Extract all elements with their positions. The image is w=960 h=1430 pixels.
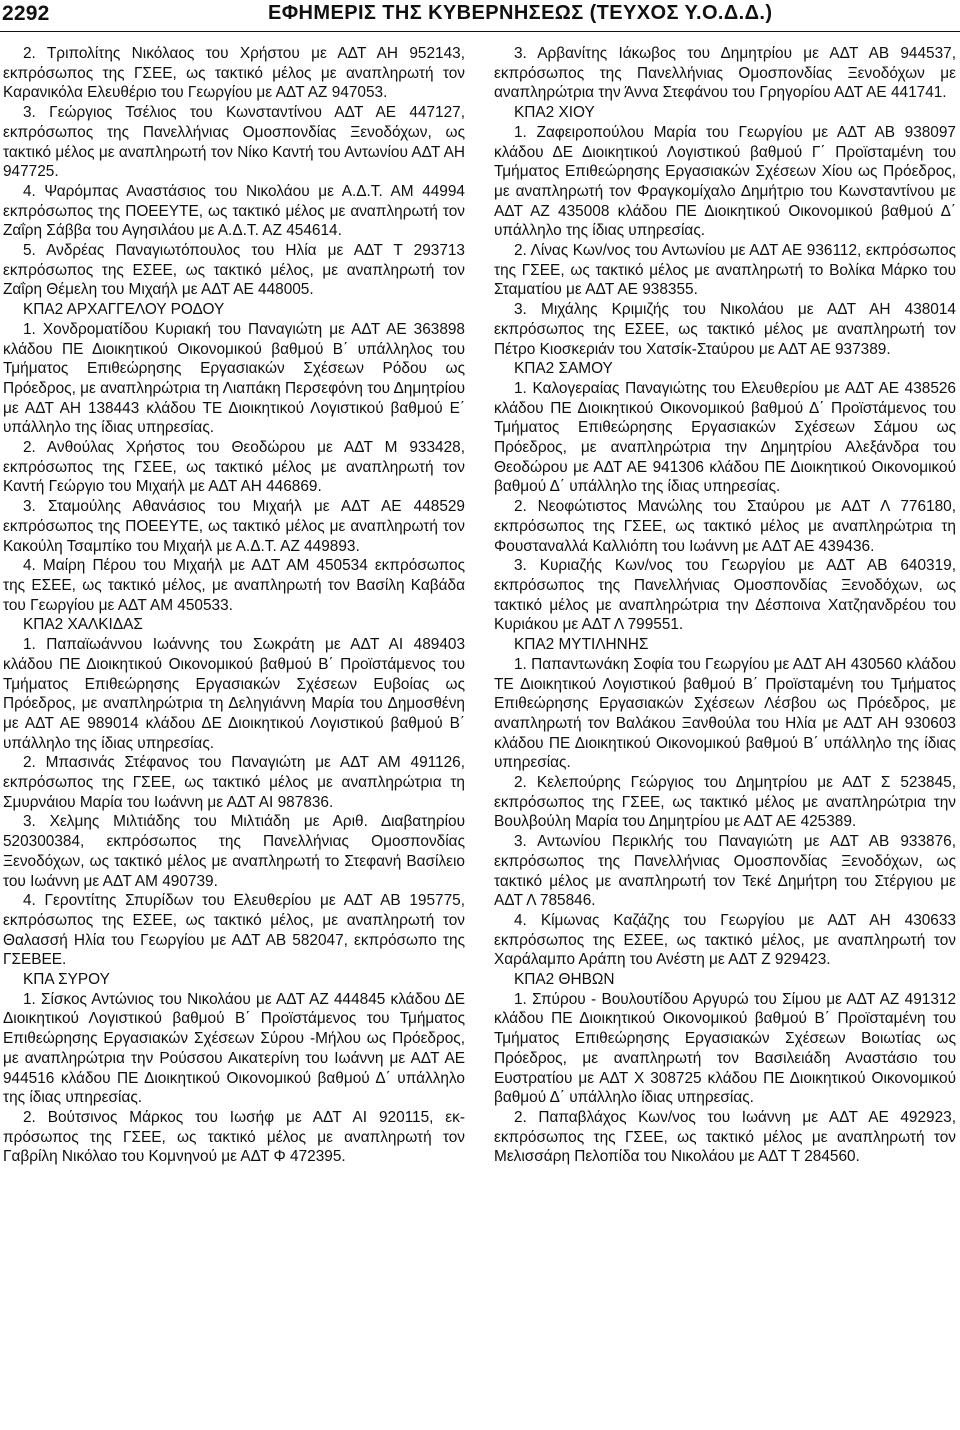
paragraph: 2. Τριπολίτης Νικόλαος του Χρήστου με ΑΔΤ ΑΗ 952143, εκπρόσωπος της ΓΣΕΕ, ως τακτικό μέλος με αναπληρωτή τον Καρανικόλα Ελευθέριο του Γεωργίου με ΑΔΤ ΑΖ 947053. (3, 45, 465, 102)
paragraph: 5. Ανδρέας Παναγιωτόπουλος του Ηλία με ΑΔΤ Τ 293713 εκπρόσωπος της ΕΣΕΕ, ως τακτικό μέλος, με αναπληρωτή τον Ζαΐρη Θέμελη του Μιχαήλ με ΑΔΤ ΑΕ 448005. (3, 242, 465, 299)
paragraph: 1. Σίσκος Αντώνιος του Νικολάου με ΑΔΤ ΑΖ 444845 κλάδου ΔΕ Διοικητικού Λογιστικού βαθμού Β΄ Προϊστάμενος του Τμήματος Επιθεώρησης Εργασιακών Σχέσεων Σύρου -Μήλου ως Πρόεδρος, με αναπληρώτρια την Ρούσσου Αικατερίνη του Ιωάννη με ΑΔΤ ΑΕ 944516 κλάδου ΠΕ Διοικητικού Οικονομικού βαθμού Δ΄ υπάλληλο της ίδιας υπηρεσίας. (3, 990, 465, 1107)
section-heading: ΚΠΑ2 ΜΥΤΙΛΗΝΗΣ (514, 636, 649, 654)
paragraph: 1. Χονδροματίδου Κυριακή του Παναγιώτη με ΑΔΤ ΑΕ 363898 κλάδου ΠΕ Διοικητικού Οικονομικού βαθμού Β΄ υπάλληλος του Τμήματος Επιθεώρησης Εργασιακών Σχέσεων Ρόδου ως Πρόεδρος, με αναπληρώτρια τη Λιαπάκη Περσεφόνη του Δημητρίου με ΑΔΤ ΑΗ 138443 κλάδου ΤΕ Διοικητικού Λογιστικού βαθμού Ε΄ υπάλληλο της ίδιας υπηρεσίας. (3, 320, 465, 437)
paragraph: 3. Μιχάλης Κριμιζής του Νικολάου με ΑΔΤ ΑΗ 438014 εκπρόσωπος της ΕΣΕΕ, ως τακτικό μέλος με αναπληρωτή τον Πέτρο Κιοσκεριάν του Χατσίκ-Σταύρου με ΑΔΤ ΑΕ 937389. (494, 301, 956, 358)
page-header (0, 0, 960, 36)
paragraph: 1. Σπύρου - Βουλουτίδου Αργυρώ του Σίμου με ΑΔΤ ΑΖ 491312 κλάδου ΠΕ Διοικητικού Οικονομικού βαθμού Β΄ Προϊσταμένη του Τμήματος Επιθεώρησης Εργασιακών Σχέσεων Βοιωτίας ως Πρόεδρος, με αναπληρωτή τον Βασιλειάδη Αναστάσιο του Ευστρατίου με ΑΔΤ Χ 308725 κλάδου ΠΕ Διοικητικού Οικονομικού βαθμού Δ΄ υπάλληλο ίδιας υπηρεσίας. (494, 990, 956, 1107)
paragraph: 4. Ψαρόμπας Αναστάσιος του Νικολάου με Α.Δ.Τ. ΑΜ 44994 εκπρόσωπος της ΠΟΕΕΥΤΕ, ως τακτικό μέλος με αναπληρωτή τον Ζαΐρη Σάββα του Αγησιλάου με Α.Δ.Τ. ΑΖ 454614. (3, 182, 465, 240)
paragraph: 4. Μαίρη Πέρου του Μιχαήλ με ΑΔΤ ΑΜ 450534 εκπρόσωπος της ΕΣΕΕ, ως τακτικό μέλος, με αναπληρωτή τον Βασίλη Καβάδα του Γεωργίου με ΑΔΤ ΑΜ 450533. (3, 557, 465, 614)
paragraph: 2. Ανθούλας Χρήστος του Θεοδώρου με ΑΔΤ Μ 933428, εκπρόσωπος της ΓΣΕΕ, ως τακτικό μέλος με αναπληρωτή τον Καντή Γεώργιο του Μιχαήλ με ΑΔΤ ΑΗ 446869. (3, 439, 465, 496)
paragraph: 2. Λίνας Κων/νος του Αντωνίου με ΑΔΤ ΑΕ 936112, εκπρόσωπος της ΓΣΕΕ, ως τακτικό μέλος με αναπληρωτή το Βολίκα Μάρκο του Σταματίου με ΑΔΤ ΑΕ 938355. (494, 242, 956, 299)
paragraph: 2. Παπαβλάχος Κων/νος του Ιωάννη με ΑΔΤ ΑΕ 492923, εκπρόσωπος της ΓΣΕΕ, ως τακτικό μέλος με αναπληρωτή τον Μελισσάρη Πελοπίδα του Νικολάου με ΑΔΤ Τ 284560. (494, 1108, 956, 1166)
paragraph: 2. Κελεπούρης Γεώργιος του Δημητρίου με ΑΔΤ Σ 523845, εκπρόσωπος της ΓΣΕΕ, ως τακτικό μέλος με αναπληρώτρια την Βουλβούλη Μαρία του Δημητρίου με ΑΔΤ ΑΕ 425389. (494, 774, 956, 831)
section-heading: ΚΠΑ2 ΑΡΧΑΓΓΕΛΟΥ ΡΟΔΟΥ (23, 301, 225, 319)
paragraph: 4. Γεροντίτης Σπυρίδων του Ελευθερίου με ΑΔΤ ΑΒ 195775, εκπρόσωπος της ΕΣΕΕ, ως τακτικό μέλος, με αναπληρωτή τον Θαλασσή Ηλία του Γεωργίου με ΑΔΤ ΑΒ 582047, εκπρόσωπο της ΓΣΕΒΕΕ. (3, 892, 465, 969)
page-number: 2292 (2, 2, 50, 25)
paragraph: 3. Αντωνίου Περικλής του Παναγιώτη με ΑΔΤ ΑΒ 933876, εκπρόσωπος της Πανελλήνιας Ομοσπονδίας Ξενοδόχων, ως τακτικό μέλος με αναπληρωτή τον Τεκέ Δημήτρη του Στέργιου με ΑΔΤ Λ 785846. (494, 833, 956, 910)
paragraph: 3. Γεώργιος Τσέλιος του Κωνσταντίνου ΑΔΤ ΑΕ 447127, εκπρόσωπος της Πανελλήνιας Ομοσπονδίας Ξενοδόχων, ως τακτικό μέλος με αναπληρωτή τον Νίκο Καντή του Αντωνίου ΑΔΤ ΑΗ 947725. (3, 104, 465, 181)
left-column (3, 44, 465, 1426)
paragraph: 1. Παπαντωνάκη Σοφία του Γεωργίου με ΑΔΤ ΑΗ 430560 κλάδου ΤΕ Διοικητικού Λογιστικού βαθμού Β΄ Προϊσταμένη του Τμήματος Επιθεώρησης Εργασιακών Σχέσεων Λέσβου ως Πρόεδρος, με αναπληρωτή τον Βαλάκου Ξανθούλα του Ηλία με ΑΔΤ ΑΗ 930603 κλάδου ΠΕ Διοικητικού Οικονομικού βαθμού Β΄ υπάλληλο της ίδιας υπηρεσίας. (494, 655, 956, 772)
section-heading: ΚΠΑ ΣΥΡΟΥ (23, 971, 110, 989)
paragraph: 1. Παπαϊωάννου Ιωάννης του Σωκράτη με ΑΔΤ ΑΙ 489403 κλάδου ΠΕ Διοικητικού Οικονομικού βαθμού Β΄ Προϊστάμενος του Τμήματος Επιθεώρησης Εργασιακών Σχέσεων Ευβοίας ως Πρόεδρος, με αναπληρώτρια τη Δεληγιάννη Μαρία του Δημοσθένη με ΑΔΤ ΑΕ 989014 κλάδου ΔΕ Διοικητικού Λογιστικού βαθμού Β΄ υπάλληλο της ίδιας υπηρεσίας. (3, 636, 465, 752)
gazette-title: ΕΦΗΜΕΡΙΣ ΤΗΣ ΚΥΒΕΡΝΗΣΕΩΣ (ΤΕΥΧΟΣ Υ.Ο.Δ.Δ.) (268, 2, 773, 24)
paragraph: 3. Κυριαζής Κων/νος του Γεωργίου με ΑΔΤ ΑΒ 640319, εκπρόσωπος της Πανελλήνιας Ομοσπονδίας Ξενοδόχων, ως τακτικό μέλος με αναπληρώτρια την Δέσποινα Χατζηανδρέου του Κυριάκου με ΑΔΤ Λ 799551. (494, 557, 956, 634)
right-column (494, 44, 956, 1426)
paragraph: 3. Αρβανίτης Ιάκωβος του Δημητρίου με ΑΔΤ ΑΒ 944537, εκπρόσωπος της Πανελλήνιας Ομοσπονδίας Ξενοδόχων με αναπληρώτρια την Άννα Στεφάνου του Γρηγορίου ΑΔΤ ΑΕ 441741. (494, 45, 956, 102)
paragraph: 1. Ζαφειροπούλου Μαρία του Γεωργίου με ΑΔΤ ΑΒ 938097 κλάδου ΔΕ Διοικητικού Λογιστικού βαθμού Γ΄ Προϊσταμένη του Τμήματος Επιθεώρησης Εργασιακών Σχέσεων Χίου ως Πρόεδρος, με αναπληρωτή τον Φραγκομίχαλο Δημήτριο του Κωνσταντίνου με ΑΔΤ ΑΖ 435008 κλάδου ΠΕ Διοικητικού Οικονομικού βαθμού Δ΄ υπάλληλο της ίδιας υπηρεσίας. (494, 123, 956, 240)
paragraph: 4. Κίμωνας Καζάζης του Γεωργίου με ΑΔΤ ΑΗ 430633 εκπρόσωπος της ΕΣΕΕ, ως τακτικό μέλος, με αναπληρωτή τον Χαράλαμπο Αράπη του Ανέστη με ΑΔΤ Ζ 929423. (494, 911, 956, 969)
section-heading: ΚΠΑ2 ΣΑΜΟΥ (514, 360, 613, 378)
paragraph: 2. Νεοφώτιστος Μανώλης του Σταύρου με ΑΔΤ Λ 776180, εκπρόσωπος της ΓΣΕΕ, ως τακτικό μέλος με αναπληρώτρια τη Φουσταναλλά Καλλιόπη του Ιωάννη με ΑΔΤ ΑΕ 439436. (494, 498, 956, 555)
section-heading: ΚΠΑ2 ΧΑΛΚΙΔΑΣ (23, 616, 143, 634)
paragraph: 1. Καλογεραίας Παναγιώτης του Ελευθερίου με ΑΔΤ ΑΕ 438526 κλάδου ΠΕ Διοικητικού Οικονομικού βαθμού Δ΄ Προϊστάμενος του Τμήματος Επιθεώρησης Εργασιακών Σχέσεων Σάμου ως Πρόεδρος, με αναπληρώτρια την Δημητρίου Αλεξάνδρα του Θεοδώρου με ΑΔΤ ΑΕ 941306 κλάδου ΠΕ Διοικητικού Οικονομικού βαθμού Δ΄ υπάλληλο της ίδιας υπηρεσίας. (494, 379, 956, 496)
section-heading: ΚΠΑ2 ΧΙΟΥ (514, 104, 595, 122)
paragraph: 2. Μπασινάς Στέφανος του Παναγιώτη με ΑΔΤ ΑΜ 491126, εκπρόσωπος της ΓΣΕΕ, ως τακτικό μέλος με αναπληρώτρια τη Σμυρνάιου Μαρία του Ιωάννη με ΑΔΤ ΑΙ 987836. (3, 754, 465, 811)
paragraph: 3. Χελμης Μιλτιάδης του Μιλτιάδη με Αριθ. Διαβατηρίου 520300384, εκπρόσωπος της Πανελλήνιας Ομοσπονδίας Ξενοδόχων, ως τακτικό μέλος με αναπληρωτή το Στεφανή Βασίλειο του Ιωάννη με ΑΔΤ ΑΜ 490739. (3, 813, 465, 890)
header-divider (0, 31, 960, 32)
section-heading: ΚΠΑ2 ΘΗΒΩΝ (514, 971, 615, 989)
paragraph: 3. Σταμούλης Αθανάσιος του Μιχαήλ με ΑΔΤ ΑΕ 448529 εκπρόσωπος της ΠΟΕΕΥΤΕ, ως τακτικό μέλος με αναπληρωτή τον Κακούλη Τσαμπίκο του Μιχαήλ με Α.Δ.Τ. ΑΖ 449893. (3, 498, 465, 555)
paragraph: 2. Βούτσινος Μάρκος του Ιωσήφ με ΑΔΤ ΑΙ 920115, εκπρόσωπος της ΓΣΕΕ, ως τακτικό μέλος με αναπληρωτή τον Γαβρίλη Νικόλαο του Κομνηνού με ΑΔΤ Φ 472395. (3, 1108, 465, 1166)
